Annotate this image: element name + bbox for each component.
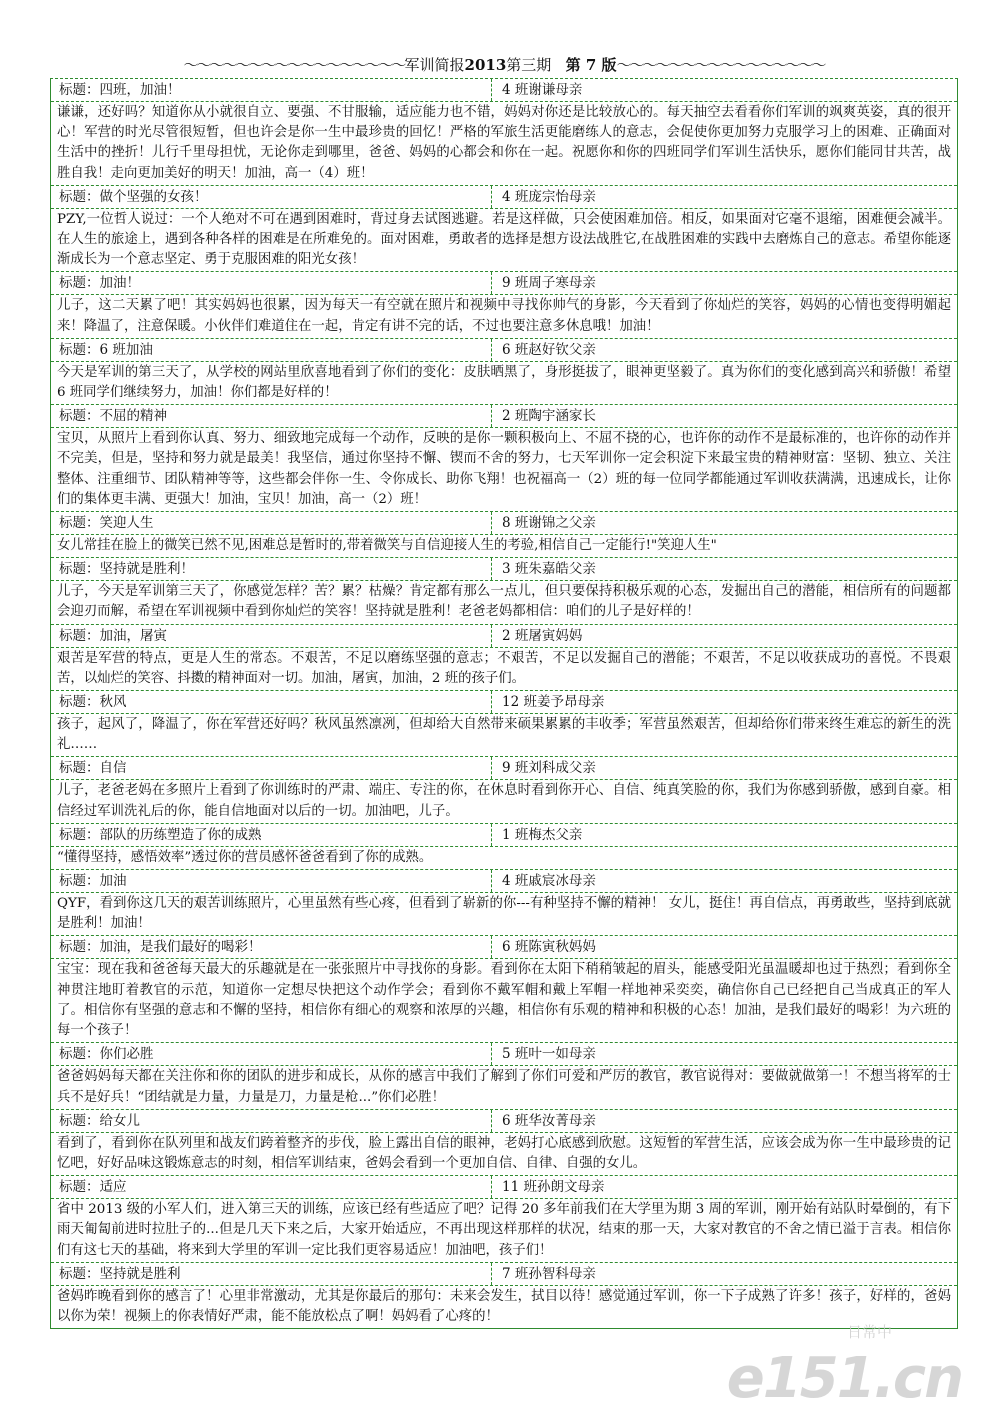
header-left-wave: ～～～～～～～～～～～～～～～～～ — [183, 56, 405, 74]
message-header-row — [51, 757, 957, 780]
message-title: 标题：自信 — [51, 757, 492, 779]
message-entry — [51, 405, 957, 512]
message-header-row — [51, 186, 957, 209]
message-header-row — [51, 558, 957, 581]
header-issue: 第三期 — [506, 56, 552, 74]
message-author: 8 班谢锦之父亲 — [502, 515, 596, 532]
message-entry — [51, 558, 957, 624]
message-header-row — [51, 339, 957, 362]
message-header-row — [51, 272, 957, 295]
message-author: 12 班姜予昂母亲 — [502, 694, 605, 711]
message-body: 谦谦，还好吗？知道你从小就很自立、要强、不甘服输，适应能力也不错，妈妈对你还是比较放心的。每天抽空去看看你们军训的飒爽英姿，真的很开心！军营的时光尽管很短暂，但也许会是你一生中最珍贵的回忆！严格的军旅生活更能磨练人的意志，会促使你更加努力克服学习上的困难、正确面对生活中的挫折！儿行千里母担忧，无论你走到哪里，爸爸、妈妈的心都会和你在一起。祝愿你和你的四班同学们军训生活快乐，愿你们能同甘共苦，战胜自我！走向更加美好的明天！加油，高一（4）班！ — [51, 102, 957, 186]
watermark-logo: e151.cn — [726, 1346, 962, 1411]
message-entry — [51, 186, 957, 273]
message-author: 5 班叶一如母亲 — [502, 1046, 596, 1063]
message-header-row — [51, 870, 957, 893]
message-title: 标题：秋风 — [51, 691, 492, 713]
message-title: 标题：不屈的精神 — [51, 405, 492, 427]
message-header-row — [51, 936, 957, 959]
message-entry — [51, 936, 957, 1043]
message-entry — [51, 870, 957, 936]
message-header-row — [51, 1043, 957, 1066]
message-title: 标题：加油，是我们最好的喝彩！ — [51, 936, 492, 958]
message-entry — [51, 824, 957, 870]
message-title: 标题：部队的历练塑造了你的成熟 — [51, 824, 492, 846]
message-author: 6 班赵好钦父亲 — [502, 341, 596, 358]
message-header-row — [51, 1110, 957, 1133]
message-entry — [51, 339, 957, 405]
message-author: 11 班孙朗文母亲 — [502, 1179, 605, 1196]
message-entry — [51, 1110, 957, 1176]
message-header-row — [51, 79, 957, 102]
message-author: 7 班孙智科母亲 — [502, 1265, 596, 1282]
message-body: 女儿常挂在脸上的微笑已然不见,困难总是暂时的,带着微笑与自信迎接人生的考验,相信自己一定能行!"笑迎人生" — [51, 535, 957, 558]
message-body: 儿子，老爸老妈在多照片上看到了你训练时的严肃、端庄、专注的你，在休息时看到你开心、自信、纯真笑脸的你，我们为你感到骄傲，感到自豪。相信经过军训洗礼后的你，能自信地面对以后的一切。加油吧，儿子。 — [51, 780, 957, 823]
message-author: 4 班谢谦母亲 — [502, 82, 583, 98]
message-body: 看到了，看到你在队列里和战友们跨着整齐的步伐，脸上露出自信的眼神，老妈打心底感到欣慰。这短暂的军营生活，应该会成为你一生中最珍贵的记忆吧，好好品味这锻炼意志的时刻，相信军训结束，爸妈会看到一个更加自信、自律、自强的女儿。 — [51, 1133, 957, 1176]
message-author: 2 班屠寅妈妈 — [502, 627, 583, 644]
message-body: PZY,一位哲人说过：一个人绝对不可在遇到困难时，背过身去试图逃避。若是这样做，只会使困难加倍。相反，如果面对它毫不退缩，困难便会减半。在人生的旅途上，遇到各种各样的困难是在所难免的。面对困难，勇敢者的选择是想方设法战胜它,在战胜困难的实践中去磨炼自己的意志。希望你能逐渐成长为一个意志坚定、勇于克服困难的阳光女孩！ — [51, 209, 957, 273]
message-header-row — [51, 625, 957, 648]
message-header-row — [51, 1176, 957, 1199]
message-author: 9 班周子寒母亲 — [502, 275, 596, 292]
message-author: 9 班刘科成父亲 — [502, 760, 596, 777]
message-title: 标题：给女儿 — [51, 1110, 492, 1132]
message-author: 6 班华汝菁母亲 — [502, 1112, 596, 1129]
message-title: 标题：加油！ — [51, 272, 492, 294]
header-title: 军训简报 — [404, 56, 465, 74]
message-header-row — [51, 512, 957, 535]
message-entry — [51, 512, 957, 558]
message-body: 儿子，今天是军训第三天了，你感觉怎样？苦？累？枯燥？肯定都有那么一点儿，但只要保持积极乐观的心态，发掘出自己的潜能，相信所有的问题都会迎刃而解，希望在军训视频中看到你灿烂的笑容！坚持就是胜利！老爸老妈都相信：咱们的儿子是好样的！ — [51, 581, 957, 624]
message-body: “懂得坚持，感悟效率”透过你的营员感怀爸爸看到了你的成熟。 — [51, 847, 957, 870]
message-entry — [51, 691, 957, 757]
message-author: 4 班戚宸冰母亲 — [502, 873, 596, 890]
page-header — [50, 52, 958, 78]
message-title: 标题：加油，屠寅 — [51, 625, 492, 647]
message-body: 今天是军训的第三天了，从学校的网站里欣喜地看到了你们的变化：皮肤晒黑了，身形挺拔了，眼神更坚毅了。真为你们的变化感到高兴和骄傲！希望 6 班同学们继续努力，加油！你们都是好样的！ — [51, 362, 957, 405]
message-author: 4 班庞宗怡母亲 — [502, 188, 596, 205]
message-author: 1 班梅杰父亲 — [502, 826, 583, 843]
watermark-small-text: 日常中 — [846, 1323, 892, 1341]
message-title: 标题：笑迎人生 — [51, 512, 492, 534]
site-watermark — [712, 1321, 962, 1411]
message-body: 艰苦是军营的特点，更是人生的常态。不艰苦，不足以磨练坚强的意志；不艰苦，不足以发掘自己的潜能；不艰苦，不足以收获成功的喜悦。不畏艰苦，以灿烂的笑容、抖擞的精神面对一切。加油，屠寅，加油，2 班的孩子们。 — [51, 648, 957, 691]
message-body: 爸妈昨晚看到你的感言了！心里非常激动，尤其是你最后的那句：未来会发生，拭目以待！感觉通过军训，你一下子成熟了许多！孩子，好样的，爸妈以你为荣！视频上的你表情好严肃，能不能放松点了啊！妈妈看了心疼的！ — [57, 1288, 951, 1324]
message-entry — [51, 272, 957, 338]
header-page: 第 7 版 — [565, 56, 617, 74]
message-title: 标题：6 班加油 — [51, 339, 492, 361]
message-header-row — [51, 691, 957, 714]
message-title: 标题：适应 — [51, 1176, 492, 1198]
message-body: 孩子，起风了，降温了，你在军营还好吗？秋风虽然凛冽，但却给大自然带来硕果累累的丰收季；军营虽然艰苦，但却给你们带来终生难忘的新生的洗礼…… — [51, 714, 957, 757]
header-right-wave: ～～～～～～～～～～～～～～～～ — [616, 56, 825, 74]
message-title: 标题：你们必胜 — [51, 1043, 492, 1065]
message-title: 标题：加油 — [51, 870, 492, 892]
message-body: 儿子，这二天累了吧！其实妈妈也很累，因为每天一有空就在照片和视频中寻找你帅气的身影，今天看到了你灿烂的笑容，妈妈的心情也变得明媚起来！降温了，注意保暖。小伙伴们难道住在一起，肯定有讲不完的话，不过也要注意多休息哦！加油！ — [51, 295, 957, 338]
message-entry — [51, 757, 957, 823]
message-body: 爸爸妈妈每天都在关注你和你的团队的进步和成长，从你的感言中我们了解到了你们可爱和严厉的教官，教官说得对：要做就做第一！不想当将军的士兵不是好兵！“团结就是力量，力量是刀，力量是枪...”你们必胜！ — [51, 1066, 957, 1109]
message-header-row — [51, 405, 957, 428]
message-body: 宝贝，从照片上看到你认真、努力、细致地完成每一个动作，反映的是你一颗积极向上、不屈不挠的心，也许你的动作不是最标准的，也许你的动作并不完美，但是，坚持和努力就是最美！我坚信，通过你坚持不懈、锲而不舍的努力，七天军训你一定会积淀下来最宝贵的精神财富：坚韧、独立、关注整体、注重细节、团队精神等等，这些都会伴你一生、令你成长、助你飞翔！也祝福高一（2）班的每一位同学都能通过军训收获满满，迅速成长，让你们的集体更丰满、更强大！加油，宝贝！加油，高一（2）班！ — [51, 428, 957, 512]
header-year: 2013 — [464, 56, 507, 74]
message-title: 标题：坚持就是胜利 — [51, 1263, 492, 1285]
message-entry — [51, 625, 957, 691]
message-body: 宝宝：现在我和爸爸每天最大的乐趣就是在一张张照片中寻找你的身影。看到你在太阳下稍稍皱起的眉头，能感受阳光虽温暖却也过于热烈；看到你全神贯注地盯着教官的示范，知道你一定想尽快把这个动作学会；看到你不戴军帽和戴上军帽一样地神采奕奕，确信你自己已经把自己当成真正的军人了。相信你有坚强的意志和不懈的坚持，相信你有细心的观察和浓厚的兴趣，相信你有乐观的精神和积极的心态！加油，是我们最好的喝彩！为六班的每一个孩子！ — [51, 959, 957, 1043]
messages-table — [50, 78, 958, 1329]
message-title: 标题：坚持就是胜利！ — [51, 558, 492, 580]
message-header-row — [51, 824, 957, 847]
message-title: 标题：四班，加油！ — [51, 79, 492, 101]
message-author: 6 班陈寅秋妈妈 — [502, 939, 596, 956]
message-body: 省中 2013 级的小军人们，进入第三天的训练，应该已经有些适应了吧？记得 20 多年前我们在大学里为期 3 周的军训，刚开始有站队时晕倒的，有下雨天匍匐前进时拉肚子的...但是几天下来之后，大家开始适应，不再出现这样那样的状况，结束的那一天，大家对教官的不舍之情已溢于言表。相信你们有这七天的基础，将来到大学里的军训一定比我们更容易适应！加油吧，孩子们！ — [51, 1199, 957, 1263]
message-entry — [51, 1263, 957, 1328]
message-header-row — [51, 1263, 957, 1286]
message-entry — [51, 79, 957, 186]
message-entry — [51, 1043, 957, 1109]
message-body: QYF，看到你这几天的艰苦训练照片，心里虽然有些心疼，但看到了崭新的你---有种坚持不懈的精神！ 女儿，挺住！再自信点，再勇敢些，坚持到底就是胜利！加油！ — [51, 893, 957, 936]
message-entry — [51, 1176, 957, 1263]
message-title: 标题：做个坚强的女孩！ — [51, 186, 492, 208]
message-author: 3 班朱嘉皓父亲 — [502, 561, 596, 578]
message-author: 2 班陶宇涵家长 — [502, 408, 596, 425]
